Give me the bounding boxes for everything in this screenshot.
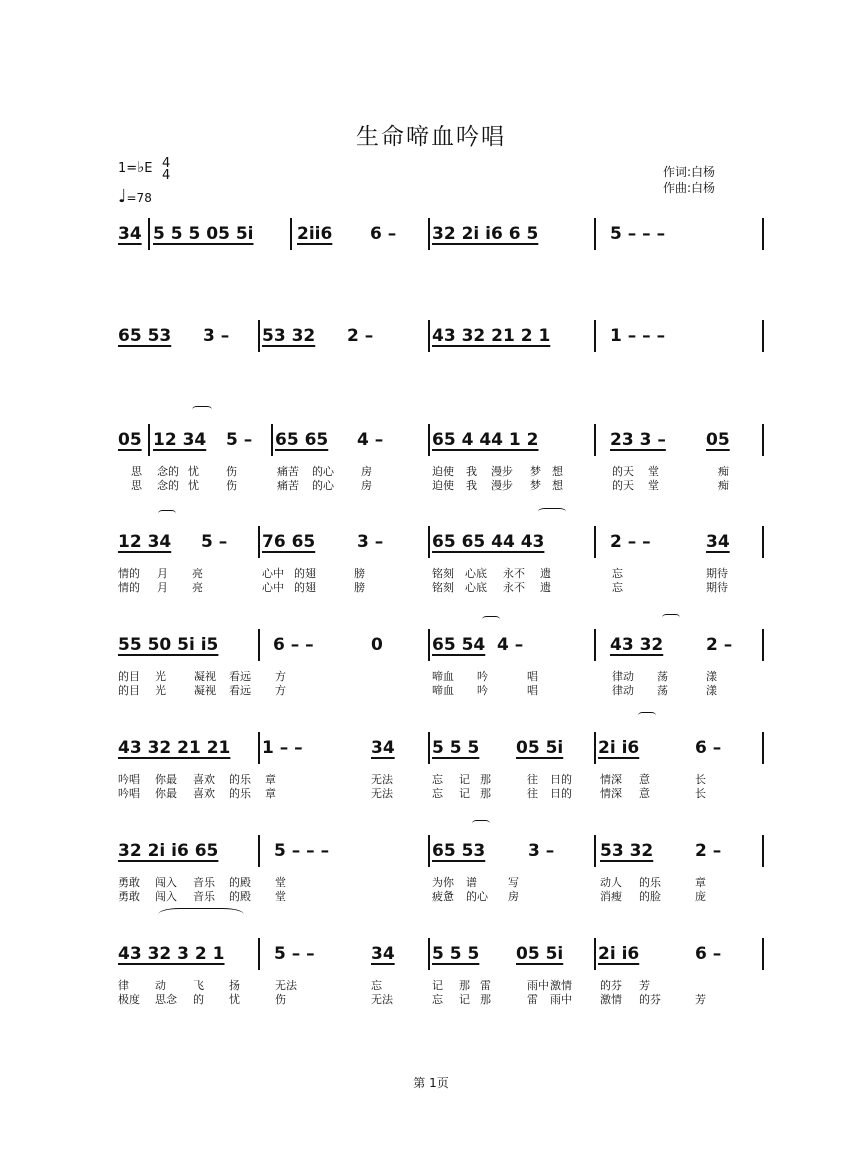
slur-icon [192,406,212,413]
bar-line [258,938,260,970]
lyric-verse-2: 啼血 [432,684,454,697]
lyric-verse-2: 遗 [540,581,551,594]
lyric-verse-1: 漫步 [491,465,513,478]
lyric-verse-2: 的乐 [229,787,251,800]
note-group: 65 4 44 1 2 [432,430,539,450]
lyric-verse-1: 房 [361,465,372,478]
lyric-verse-1: 心中 [262,567,284,580]
note-group: 2ii6 [297,224,333,244]
note-group: 34 [706,532,730,552]
lyric-verse-2: 忘 [612,581,623,594]
lyric-verse-1: 伤 [226,465,237,478]
lyric-verse-2: 漾 [706,684,717,697]
lyric-verse-1: 遗 [540,567,551,580]
note-group: 3 – [357,532,384,552]
note-group: 05 [706,430,730,450]
note-group: 65 65 [275,430,329,450]
lyric-verse-2: 意 [639,787,650,800]
bar-line [258,320,260,352]
note-group: 3 – [203,326,230,346]
lyric-verse-1: 谱 [466,876,477,889]
lyric-verse-1: 光 [155,670,166,683]
note-group: 76 65 [262,532,316,552]
lyric-verse-1: 的心 [312,465,334,478]
lyric-verse-1: 梦 [530,465,541,478]
bar-line [594,629,596,661]
lyric-verse-2: 方 [275,684,286,697]
lyric-verse-2: 芳 [695,993,706,1006]
lyric-verse-2: 我 [466,479,477,492]
note-group: 2 – [695,841,722,861]
lyric-verse-1: 无法 [371,773,393,786]
bar-line [594,218,596,250]
lyric-verse-1: 凝视 [194,670,216,683]
lyric-verse-1: 痴 [718,465,729,478]
lyric-verse-2: 期待 [706,581,728,594]
note-group: 32 2i i6 65 [118,841,219,861]
song-title: 生命啼血吟唱 [356,124,506,150]
bar-line [762,732,764,764]
slur-icon [638,712,656,719]
bar-line [762,938,764,970]
lyric-verse-1: 的乐 [229,773,251,786]
note-group: 65 65 44 43 [432,532,545,552]
lyric-verse-1: 你最 [155,773,177,786]
lyric-verse-2: 痛苦 [277,479,299,492]
note-group: 2 – – [610,532,651,552]
bar-line [258,526,260,558]
lyric-verse-1: 情的 [118,567,140,580]
note-group: 6 – [695,944,722,964]
lyric-verse-2: 雨中 [550,993,572,1006]
note-group: 53 32 [600,841,654,861]
bar-line [594,938,596,970]
note-group: 5 5 5 [432,738,480,758]
lyric-verse-2: 你最 [155,787,177,800]
lyric-verse-2: 想 [552,479,563,492]
lyric-verse-1: 想 [552,465,563,478]
bar-line [762,424,764,456]
lyric-verse-1: 喜欢 [193,773,215,786]
lyric-verse-2: 思念 [155,993,177,1006]
lyric-verse-1: 芳 [639,979,650,992]
lyric-verse-2: 月 [157,581,168,594]
lyric-verse-2: 伤 [275,993,286,1006]
note-group: 05 5i [516,738,564,758]
lyric-verse-2: 记 [459,787,470,800]
lyric-verse-1: 方 [275,670,286,683]
lyric-verse-2: 的心 [466,890,488,903]
note-group: 65 54 [432,635,486,655]
lyric-verse-2: 无法 [371,787,393,800]
key-signature: 1=♭E 4 4 ♩=78 [118,156,171,207]
lyric-verse-1: 激情 [550,979,572,992]
lyric-verse-1: 飞 [193,979,204,992]
bar-line [290,218,292,250]
lyric-verse-2: 情的 [118,581,140,594]
bar-line [148,218,150,250]
note-group: 6 – [695,738,722,758]
lyric-verse-2: 看远 [229,684,251,697]
lyric-verse-1: 记 [459,773,470,786]
note-group: 43 32 21 2 1 [432,326,551,346]
lyric-verse-2: 堂 [275,890,286,903]
lyric-verse-2: 的天 [612,479,634,492]
lyric-verse-2: 极度 [118,993,140,1006]
lyric-verse-2: 的目 [118,684,140,697]
lyric-verse-2: 的心 [312,479,334,492]
lyric-verse-1: 痛苦 [277,465,299,478]
lyric-verse-2: 伤 [226,479,237,492]
note-group: 65 53 [118,326,172,346]
bar-line [271,424,273,456]
lyric-verse-2: 忧 [229,993,240,1006]
note-group: 3 – [528,841,555,861]
lyric-verse-2: 铭刻 [432,581,454,594]
lyric-verse-1: 的天 [612,465,634,478]
lyric-verse-1: 漾 [706,670,717,683]
lyric-verse-2: 痴 [718,479,729,492]
bar-line [428,218,430,250]
lyric-verse-2: 的殿 [229,890,251,903]
bar-line [762,320,764,352]
slur-icon [662,614,680,621]
lyric-verse-2: 勇敢 [118,890,140,903]
lyric-verse-2: 那 [480,787,491,800]
bar-line [594,835,596,867]
note-group: 23 3 – [610,430,666,450]
lyric-verse-1: 雷 [480,979,491,992]
lyric-verse-2: 音乐 [193,890,215,903]
lyric-verse-1: 亮 [192,567,203,580]
note-group: 34 [371,944,395,964]
bar-line [428,320,430,352]
bar-line [762,526,764,558]
lyric-verse-2: 吟唱 [118,787,140,800]
page-number: 第 1页 [413,1076,449,1090]
lyric-verse-1: 的乐 [639,876,661,889]
lyric-verse-1: 动 [155,979,166,992]
lyric-verse-2: 吟 [477,684,488,697]
note-group: 12 34 [118,532,172,552]
lyric-verse-1: 闯入 [155,876,177,889]
lyric-verse-2: 心中 [262,581,284,594]
lyric-verse-1: 忘 [612,567,623,580]
note-group: 05 5i [516,944,564,964]
lyric-verse-1: 往 [527,773,538,786]
lyric-verse-2: 消瘦 [600,890,622,903]
lyric-verse-2: 亮 [192,581,203,594]
lyric-verse-1: 的翅 [294,567,316,580]
lyric-verse-1: 膀 [354,567,365,580]
note-group: 05 [118,430,142,450]
lyric-verse-1: 荡 [657,670,668,683]
lyric-verse-1: 无法 [275,979,297,992]
note-group: 2i i6 [598,944,640,964]
note-group: 32 2i i6 6 5 [432,224,539,244]
lyric-verse-2: 喜欢 [193,787,215,800]
lyric-verse-2: 心底 [465,581,487,594]
bar-line [258,732,260,764]
lyric-verse-1: 忘 [371,979,382,992]
bar-line [762,835,764,867]
lyric-verse-1: 雨中 [527,979,549,992]
lyric-verse-2: 梦 [530,479,541,492]
lyric-verse-1: 章 [695,876,706,889]
note-group: 53 32 [262,326,316,346]
time-signature-bottom: 4 [162,168,171,183]
lyric-verse-2: 忘 [432,787,443,800]
lyric-verse-2: 情深 [600,787,622,800]
lyricist: 作词:白杨 [663,165,716,179]
lyric-verse-1: 记 [432,979,443,992]
note-group: 1 – – – [610,326,666,346]
lyric-verse-2: 无法 [371,993,393,1006]
bar-line [258,835,260,867]
lyric-verse-1: 我 [466,465,477,478]
lyric-verse-2: 记 [459,993,470,1006]
bar-line [594,320,596,352]
note-group: 4 – [357,430,384,450]
slur-icon [158,908,244,921]
lyric-verse-1: 意 [639,773,650,786]
bar-line [594,424,596,456]
note-group: 43 32 [610,635,664,655]
note-group: 5 – – – [274,841,330,861]
note-group: 5 5 5 05 5i [153,224,254,244]
lyric-verse-1: 音乐 [193,876,215,889]
lyric-verse-2: 堂 [648,479,659,492]
bar-line [428,424,430,456]
lyric-verse-1: 日的 [550,773,572,786]
lyric-verse-2: 的翅 [294,581,316,594]
bar-line [428,938,430,970]
lyric-verse-1: 迫使 [432,465,454,478]
lyric-verse-2: 漫步 [491,479,513,492]
lyric-verse-2: 雷 [527,993,538,1006]
lyric-verse-1: 永不 [503,567,525,580]
lyric-verse-1: 写 [508,876,519,889]
lyric-verse-2: 唱 [527,684,538,697]
note-group: 5 – – – [610,224,666,244]
note-group: 5 – – [274,944,315,964]
note-group: 1 – – [262,738,303,758]
note-group: 5 5 5 [432,944,480,964]
note-group: 34 [118,224,142,244]
lyric-verse-2: 房 [361,479,372,492]
lyric-verse-2: 忘 [432,993,443,1006]
note-group: 2i i6 [598,738,640,758]
lyric-verse-2: 迫使 [432,479,454,492]
lyric-verse-2: 荡 [657,684,668,697]
lyric-verse-1: 吟 [477,670,488,683]
lyric-verse-2: 长 [695,787,706,800]
note-group: 0 [371,635,383,655]
flat-icon: ♭ [137,158,145,176]
lyric-verse-2: 庞 [695,890,706,903]
lyric-verse-1: 啼血 [432,670,454,683]
note-group: 6 – [370,224,397,244]
bar-line [258,629,260,661]
composer: 作曲:白杨 [663,181,716,195]
lyric-verse-1: 堂 [648,465,659,478]
lyric-verse-1: 看远 [229,670,251,683]
note-group: 12 34 [153,430,207,450]
quarter-note-icon: ♩ [118,186,127,207]
note-group: 34 [371,738,395,758]
note-group: 2 – [347,326,374,346]
lyric-verse-1: 那 [459,979,470,992]
lyric-verse-1: 心底 [465,567,487,580]
slur-icon [472,820,490,827]
lyric-verse-1: 那 [480,773,491,786]
note-group: 5 – [226,430,253,450]
lyric-verse-1: 章 [265,773,276,786]
lyric-verse-1: 月 [157,567,168,580]
lyric-verse-1: 忘 [432,773,443,786]
lyric-verse-1: 动人 [600,876,622,889]
lyric-verse-2: 闯入 [155,890,177,903]
lyric-verse-1: 吟唱 [118,773,140,786]
lyric-verse-2: 疲惫 [432,890,454,903]
note-group: 65 53 [432,841,486,861]
bar-line [428,526,430,558]
note-group: 55 50 5i i5 [118,635,219,655]
lyric-verse-2: 日的 [550,787,572,800]
lyric-verse-2: 激情 [600,993,622,1006]
lyric-verse-2: 光 [155,684,166,697]
lyric-verse-1: 堂 [275,876,286,889]
lyric-verse-2: 房 [508,890,519,903]
bar-line [594,732,596,764]
lyric-verse-2: 的芬 [639,993,661,1006]
bar-line [594,526,596,558]
lyric-verse-2: 律动 [612,684,634,697]
lyric-verse-1: 律 [118,979,129,992]
lyric-verse-2: 的 [193,993,204,1006]
lyric-verse-1: 的目 [118,670,140,683]
bar-line [762,218,764,250]
note-group: 5 – [201,532,228,552]
note-group: 4 – [497,635,524,655]
lyric-verse-1: 唱 [527,670,538,683]
bar-line [148,424,150,456]
lyric-verse-2: 那 [480,993,491,1006]
lyric-verse-2: 念的 [157,479,179,492]
slur-icon [158,510,176,517]
bar-line [428,629,430,661]
lyric-verse-2: 章 [265,787,276,800]
bar-line [762,629,764,661]
note-group: 43 32 3 2 1 [118,944,225,964]
lyric-verse-2: 永不 [503,581,525,594]
lyric-verse-2: 膀 [354,581,365,594]
slur-icon [538,508,566,515]
lyric-verse-1: 长 [695,773,706,786]
lyric-verse-1: 的殿 [229,876,251,889]
lyric-verse-2: 的脸 [639,890,661,903]
lyric-verse-1: 律动 [612,670,634,683]
lyric-verse-2: 往 [527,787,538,800]
lyric-verse-1: 勇敢 [118,876,140,889]
bar-line [428,835,430,867]
bar-line [428,732,430,764]
lyric-verse-1: 思 [131,465,142,478]
lyric-verse-2: 凝视 [194,684,216,697]
lyric-verse-1: 铭刻 [432,567,454,580]
lyric-verse-1: 情深 [600,773,622,786]
lyric-verse-1: 念的 [157,465,179,478]
note-group: 43 32 21 21 [118,738,231,758]
lyric-verse-2: 思 [131,479,142,492]
lyric-verse-2: 忧 [188,479,199,492]
slur-icon [482,616,500,623]
time-signature-top: 4 [162,156,171,171]
credits [663,164,715,196]
lyric-verse-1: 为你 [432,876,454,889]
note-group: 2 – [706,635,733,655]
note-group: 6 – – [273,635,314,655]
lyric-verse-1: 扬 [229,979,240,992]
lyric-verse-1: 忧 [188,465,199,478]
lyric-verse-1: 期待 [706,567,728,580]
lyric-verse-1: 的芬 [600,979,622,992]
